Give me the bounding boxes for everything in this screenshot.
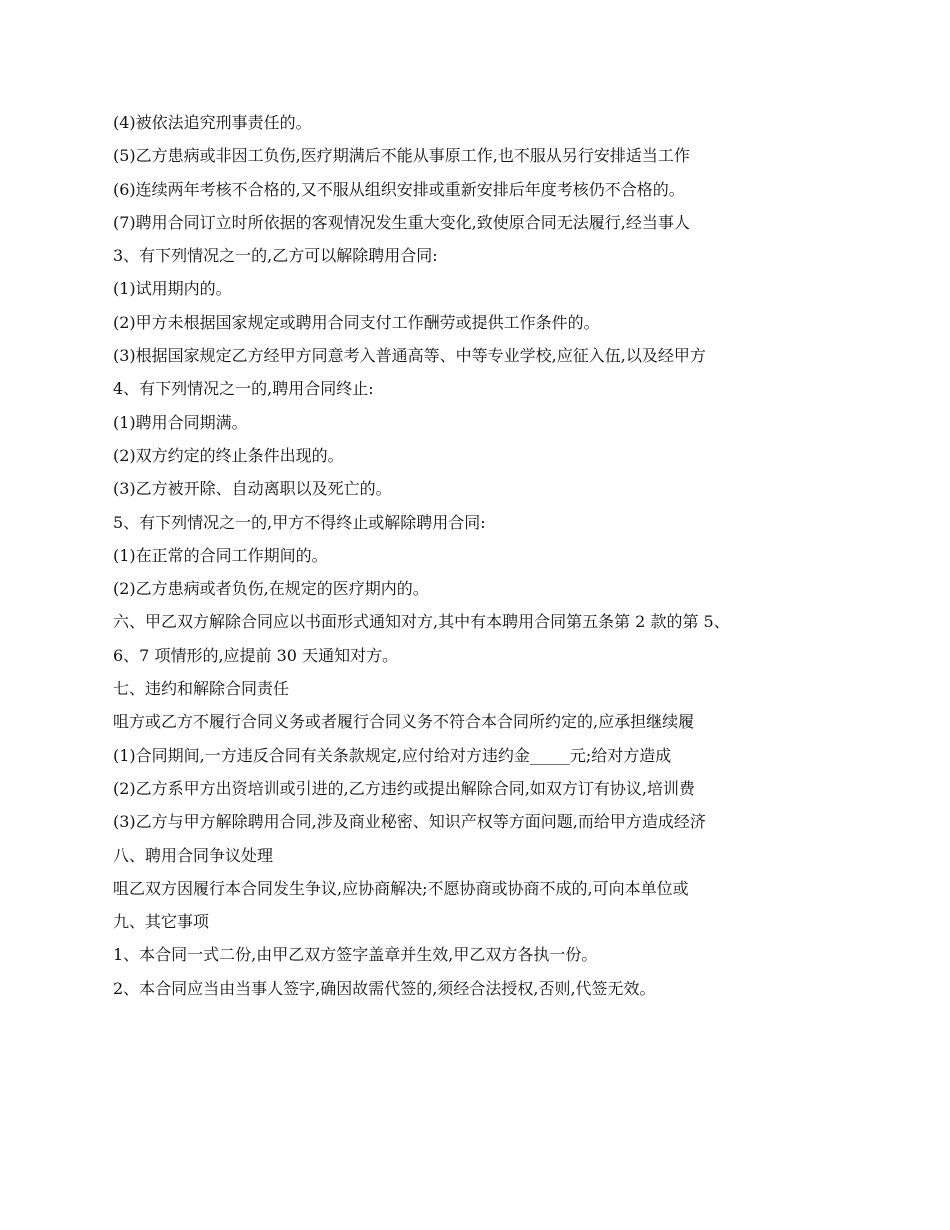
doc-line: (1)试用期内的。: [113, 279, 232, 299]
doc-line: 七、违约和解除合同责任: [113, 679, 290, 699]
doc-line: 5、有下列情况之一的,甲方不得终止或解除聘用合同:: [113, 512, 486, 532]
doc-line: 3、有下列情况之一的,乙方可以解除聘用合同:: [113, 246, 438, 266]
doc-line: (3)根据国家规定乙方经甲方同意考入普通高等、中等专业学校,应征入伍,以及经甲方: [113, 346, 706, 366]
doc-line: 4、有下列情况之一的,聘用合同终止:: [113, 379, 374, 399]
doc-line: (4)被依法追究刑事责任的。: [113, 113, 312, 132]
doc-line: (5)乙方患病或非因工负伤,医疗期满后不能从事原工作,也不服从另行安排适当工作: [113, 146, 690, 166]
doc-line: (2)乙方患病或者负伤,在规定的医疗期内的。: [113, 579, 429, 599]
doc-line: (3)乙方被开除、自动离职以及死亡的。: [113, 479, 392, 499]
doc-line: (2)双方约定的终止条件出现的。: [113, 445, 344, 465]
doc-line: (6)连续两年考核不合格的,又不服从组织安排或重新安排后年度考核仍不合格的。: [113, 179, 685, 199]
doc-line: (1)合同期间,一方违反合同有关条款规定,应付给对方违约金_____元;给对方造成: [113, 745, 672, 765]
doc-line: 咀方或乙方不履行合同义务或者履行合同义务不符合本合同所约定的,应承担继续履: [113, 712, 695, 732]
doc-line: 6、7 项情形的,应提前 30 天通知对方。: [113, 645, 399, 665]
doc-line: 六、甲乙双方解除合同应以书面形式通知对方,其中有本聘用合同第五条第 2 款的第 5、: [113, 612, 730, 632]
doc-line: 八、聘用合同争议处理: [113, 845, 274, 865]
doc-line: 九、其它事项: [113, 912, 210, 932]
doc-line: 2、本合同应当由当事人签字,确因故需代签的,须经合法授权,否则,代签无效。: [113, 978, 656, 998]
doc-line: 1、本合同一式二份,由甲乙双方签字盖章并生效,甲乙双方各执一份。: [113, 945, 598, 965]
doc-line: (2)乙方系甲方出资培训或引进的,乙方违约或提出解除合同,如双方订有协议,培训费: [113, 778, 695, 798]
doc-line: (1)聘用合同期满。: [113, 412, 248, 432]
doc-line: 咀乙双方因履行本合同发生争议,应协商解决;不愿协商或协商不成的,可向本单位或: [113, 878, 689, 898]
doc-line: (3)乙方与甲方解除聘用合同,涉及商业秘密、知识产权等方面问题,而给甲方造成经济: [113, 812, 706, 832]
document-body: [113, 113, 853, 1012]
doc-line: (1)在正常的合同工作期间的。: [113, 545, 328, 565]
doc-line: (7)聘用合同订立时所依据的客观情况发生重大变化,致使原合同无法履行,经当事人: [113, 212, 690, 232]
doc-line: (2)甲方未根据国家规定或聘用合同支付工作酬劳或提供工作条件的。: [113, 312, 600, 332]
